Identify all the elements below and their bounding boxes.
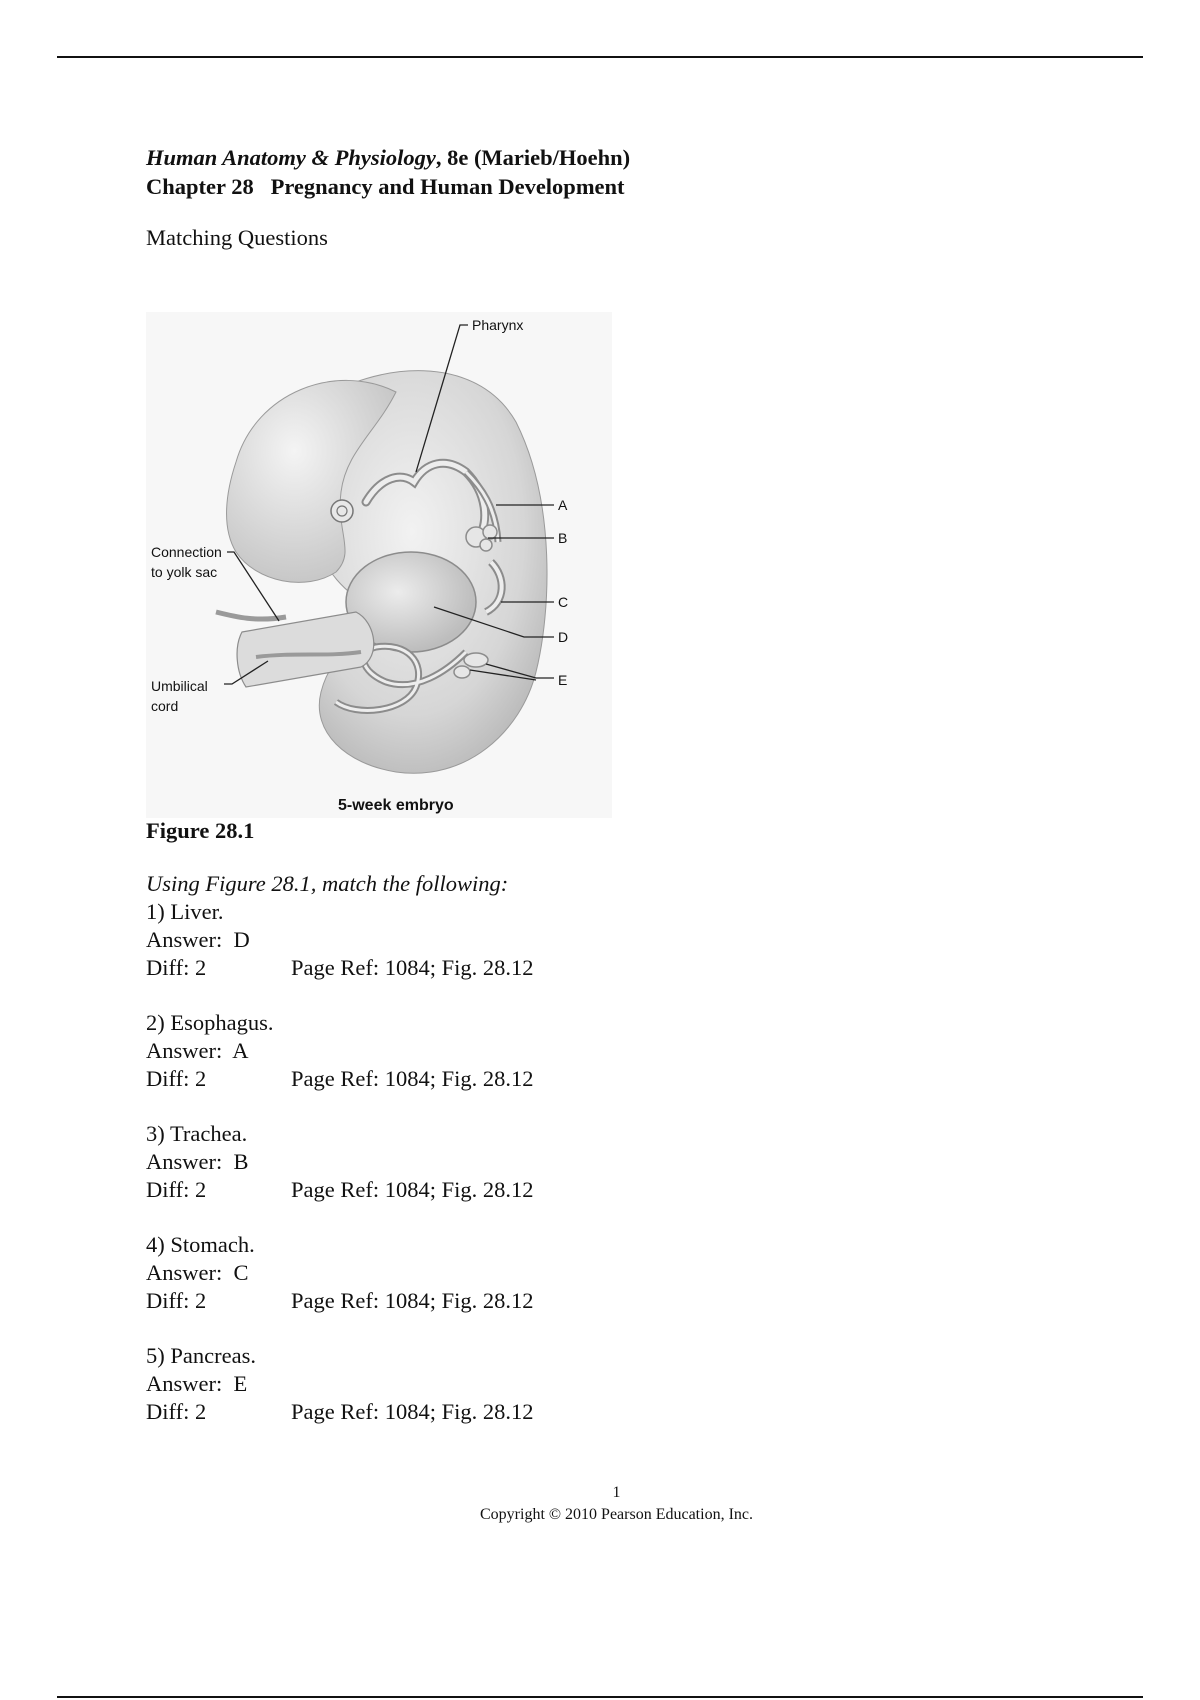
top-rule [57,56,1143,58]
question-answer: Answer: C [146,1260,249,1285]
question-prompt: 5) Pancreas. [146,1343,256,1368]
label-a: A [558,497,568,513]
embryo-figure [146,312,612,818]
question-meta [146,1398,946,1426]
question-page-ref: Page Ref: 1084; Fig. 28.12 [291,1066,534,1091]
question-diff: Diff: 2 [146,1288,207,1313]
label-yolk-line2: to yolk sac [151,564,218,580]
question-item [146,1342,946,1426]
question-meta [146,954,946,982]
label-d: D [558,629,569,645]
question-answer: Answer: E [146,1371,248,1396]
section-title: Matching Questions [146,225,328,250]
instruction-text: Using Figure 28.1, match the following: [146,871,509,896]
question-list [146,870,946,1453]
question-item [146,1120,946,1204]
question-item [146,1009,946,1093]
label-c: C [558,594,569,610]
question-diff: Diff: 2 [146,1177,207,1202]
document-header [146,143,1046,252]
embryo-eye [331,500,353,522]
question-answer: Answer: B [146,1149,249,1174]
question-meta [146,1176,946,1204]
book-title: Human Anatomy & Physiology [146,145,436,170]
question-answer: Answer: A [146,1038,249,1063]
question-prompt: 2) Esophagus. [146,1010,274,1035]
bottom-rule [57,1696,1143,1698]
figure-subtitle: 5-week embryo [338,797,454,814]
question-prompt: 1) Liver. [146,899,224,924]
chapter-title: Chapter 28 Pregnancy and Human Development [146,174,625,199]
question-item [146,898,946,982]
question-prompt: 3) Trachea. [146,1121,248,1146]
question-answer: Answer: D [146,927,250,952]
label-pharynx: Pharynx [472,317,524,333]
question-item [146,1231,946,1315]
label-umbilical-line2: cord [151,698,179,714]
book-edition: , 8e (Marieb/Hoehn) [435,145,631,170]
question-prompt: 4) Stomach. [146,1232,255,1257]
label-e: E [558,672,568,688]
question-page-ref: Page Ref: 1084; Fig. 28.12 [291,955,534,980]
figure-caption: Figure 28.1 [146,818,255,843]
book-title-line [146,143,1046,172]
question-diff: Diff: 2 [146,1066,207,1091]
question-meta [146,1287,946,1315]
page-number: 1 [612,1484,621,1501]
question-page-ref: Page Ref: 1084; Fig. 28.12 [291,1399,534,1424]
label-umbilical-line1: Umbilical [151,678,208,694]
embryo-illustration [146,312,612,818]
copyright-notice: Copyright © 2010 Pearson Education, Inc. [480,1506,753,1523]
question-meta [146,1065,946,1093]
question-page-ref: Page Ref: 1084; Fig. 28.12 [291,1177,534,1202]
question-page-ref: Page Ref: 1084; Fig. 28.12 [291,1288,534,1313]
label-yolk-line1: Connection [151,544,222,560]
label-b: B [558,530,568,546]
question-diff: Diff: 2 [146,955,207,980]
question-diff: Diff: 2 [146,1399,207,1424]
